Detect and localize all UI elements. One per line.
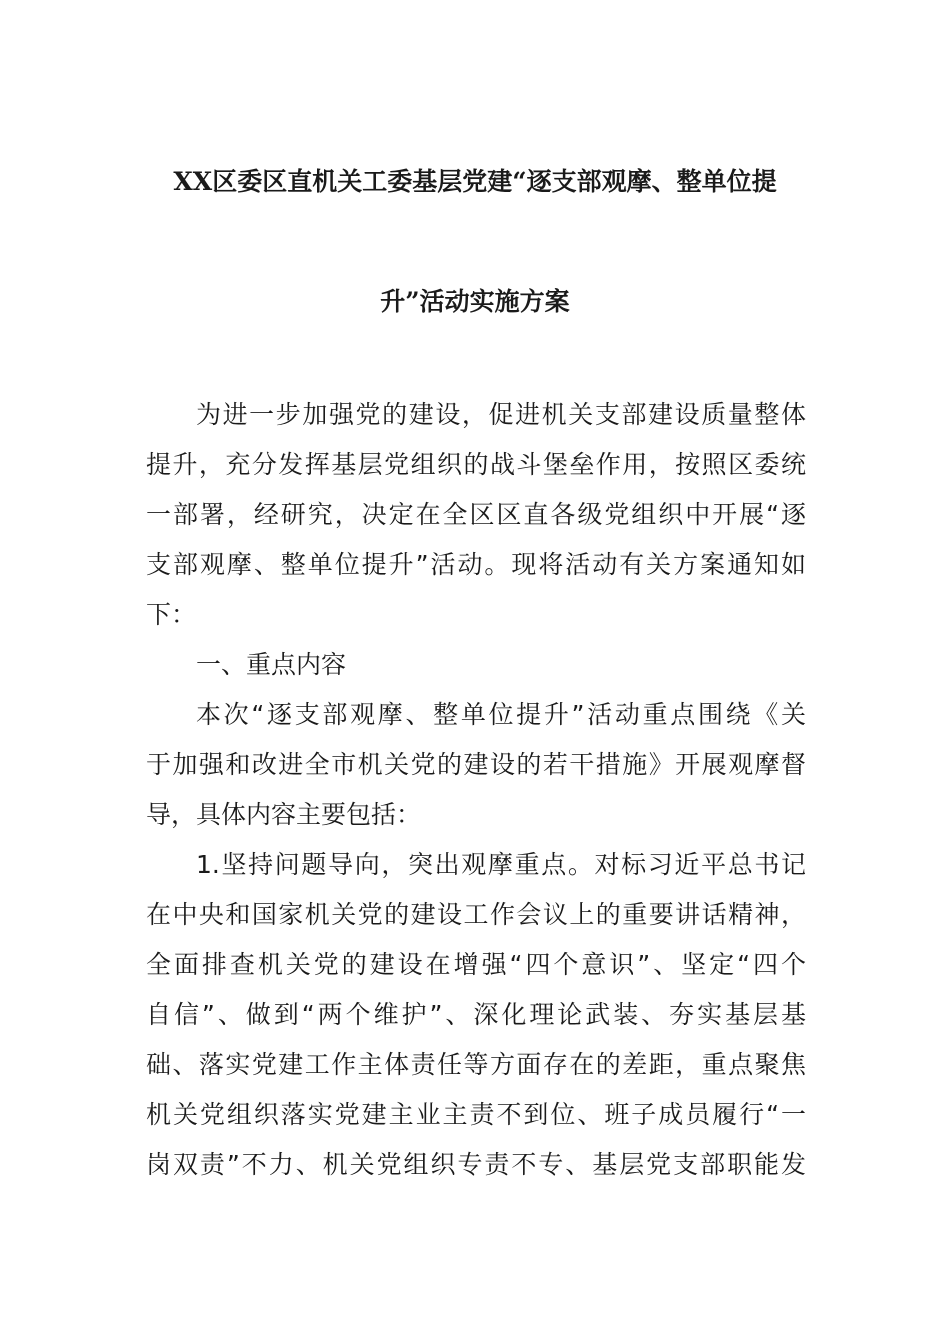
paragraph-line: 1.坚持问题导向，突出观摩重点。对标习近平总书记 — [196, 850, 806, 879]
paragraph-line: 机关党组织落实党建主业主责不到位、班子成员履行“一 — [146, 1100, 806, 1129]
paragraph-line: 础、落实党建工作主体责任等方面存在的差距，重点聚焦 — [146, 1050, 806, 1079]
paragraph-line: 支部观摩、整单位提升”活动。现将活动有关方案通知如 — [146, 550, 806, 579]
paragraph-line: 本次“逐支部观摩、整单位提升”活动重点围绕《关 — [196, 700, 806, 729]
paragraph-line: 导，具体内容主要包括： — [146, 800, 422, 829]
paragraph-line: 自信”、做到“两个维护”、深化理论武装、夯实基层基 — [146, 1000, 806, 1029]
document-title-line-1: XX区委区直机关工委基层党建“逐支部观摩、整单位提 — [173, 167, 777, 196]
paragraph-line: 为进一步加强党的建设，促进机关支部建设质量整体 — [196, 400, 806, 429]
section-heading: 一、重点内容 — [196, 650, 347, 679]
paragraph-line: 提升，充分发挥基层党组织的战斗堡垒作用，按照区委统 — [146, 450, 806, 479]
document-title-line-2: 升”活动实施方案 — [380, 287, 570, 316]
paragraph-line: 岗双责”不力、机关党组织专责不专、基层党支部职能发 — [146, 1150, 806, 1179]
paragraph-line: 一部署，经研究，决定在全区区直各级党组织中开展“逐 — [146, 500, 806, 529]
document-body — [146, 390, 806, 1190]
paragraph-line: 于加强和改进全市机关党的建设的若干措施》开展观摩督 — [146, 750, 806, 779]
paragraph-line: 在中央和国家机关党的建设工作会议上的重要讲话精神， — [146, 900, 806, 929]
paragraph-line: 全面排查机关党的建设在增强“四个意识”、坚定“四个 — [146, 950, 806, 979]
paragraph-line: 下： — [146, 600, 197, 629]
